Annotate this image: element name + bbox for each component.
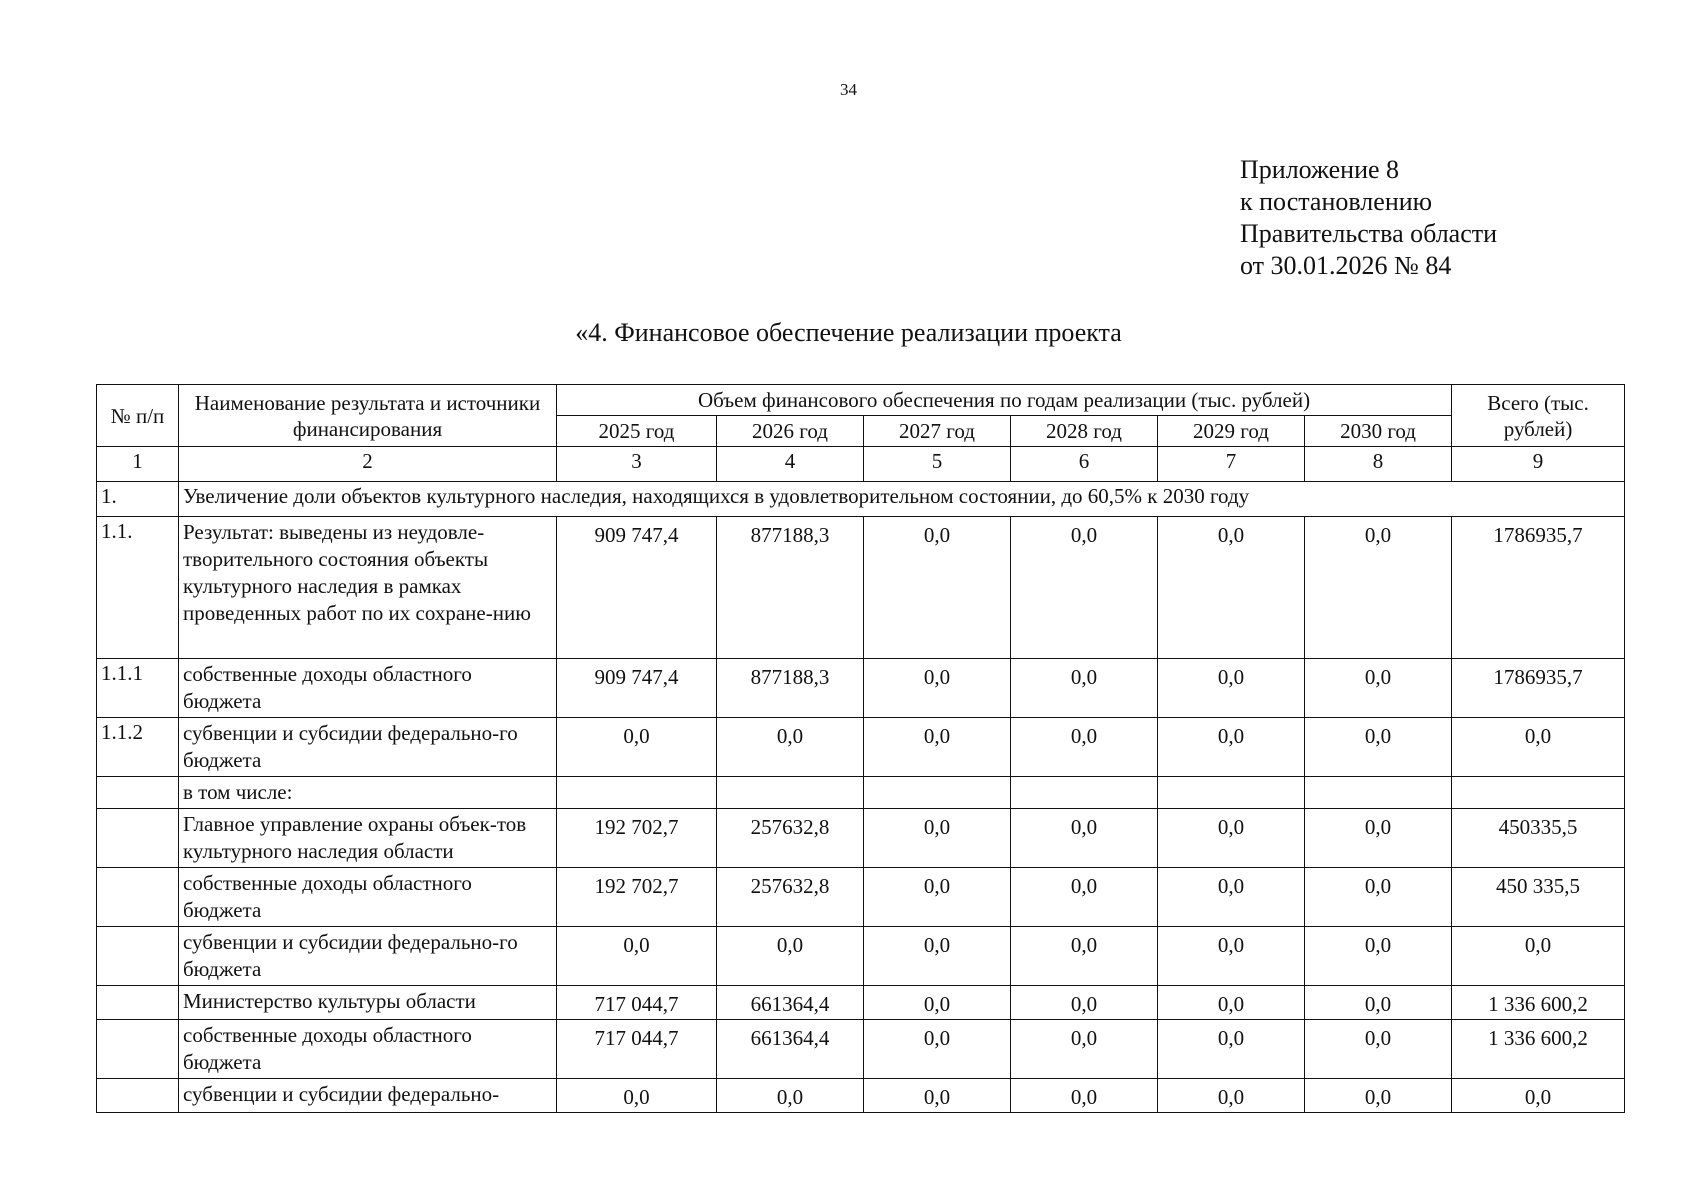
value-2025: 909 747,4 bbox=[557, 517, 717, 659]
row-name: субвенции и субсидии федерально-го бюджета bbox=[179, 927, 557, 986]
row-name: в том числе: bbox=[179, 777, 557, 809]
header-num: № п/п bbox=[97, 385, 179, 447]
value-2025: 192 702,7 bbox=[557, 809, 717, 868]
row-num bbox=[97, 1079, 179, 1113]
value-2026 bbox=[717, 777, 864, 809]
value-2028: 0,0 bbox=[1011, 868, 1158, 927]
value-total: 1 336 600,2 bbox=[1452, 986, 1625, 1020]
value-2027: 0,0 bbox=[864, 809, 1011, 868]
row-name: Результат: выведены из неудовле-творительного состояния объекты культурного наследия в рамках проведенных работ по их сохране-нию bbox=[179, 517, 557, 659]
header-year: 2029 год bbox=[1158, 416, 1305, 447]
value-total: 450335,5 bbox=[1452, 809, 1625, 868]
value-2030: 0,0 bbox=[1305, 718, 1452, 777]
value-2026: 877188,3 bbox=[717, 659, 864, 718]
value-2029: 0,0 bbox=[1158, 868, 1305, 927]
row-num: 1.1. bbox=[97, 517, 179, 659]
row-num bbox=[97, 777, 179, 809]
header-row bbox=[97, 385, 1625, 416]
value-2026: 0,0 bbox=[717, 927, 864, 986]
value-total: 0,0 bbox=[1452, 718, 1625, 777]
column-index: 9 bbox=[1452, 447, 1625, 482]
value-2029 bbox=[1158, 777, 1305, 809]
value-2028: 0,0 bbox=[1011, 718, 1158, 777]
header-year: 2026 год bbox=[717, 416, 864, 447]
appendix-block bbox=[1240, 154, 1497, 282]
header-year: 2030 год bbox=[1305, 416, 1452, 447]
header-year: 2027 год bbox=[864, 416, 1011, 447]
value-2027: 0,0 bbox=[864, 986, 1011, 1020]
value-2027 bbox=[864, 777, 1011, 809]
value-2030: 0,0 bbox=[1305, 868, 1452, 927]
column-index: 4 bbox=[717, 447, 864, 482]
table-row bbox=[97, 1020, 1625, 1079]
row-num bbox=[97, 986, 179, 1020]
value-2030: 0,0 bbox=[1305, 1020, 1452, 1079]
value-2029: 0,0 bbox=[1158, 659, 1305, 718]
value-2029: 0,0 bbox=[1158, 517, 1305, 659]
value-2025: 192 702,7 bbox=[557, 868, 717, 927]
row-num: 1.1.1 bbox=[97, 659, 179, 718]
table-row bbox=[97, 868, 1625, 927]
value-2029: 0,0 bbox=[1158, 718, 1305, 777]
table-row bbox=[97, 777, 1625, 809]
row-name: собственные доходы областного бюджета bbox=[179, 1020, 557, 1079]
value-2026: 661364,4 bbox=[717, 986, 864, 1020]
row-num: 1.1.2 bbox=[97, 718, 179, 777]
appendix-line: Приложение 8 bbox=[1240, 155, 1400, 184]
value-2030: 0,0 bbox=[1305, 517, 1452, 659]
value-2027: 0,0 bbox=[864, 659, 1011, 718]
table-row bbox=[97, 718, 1625, 777]
value-2027: 0,0 bbox=[864, 517, 1011, 659]
value-2029: 0,0 bbox=[1158, 1079, 1305, 1113]
header-total: Всего (тыс. рублей) bbox=[1452, 385, 1625, 447]
value-2029: 0,0 bbox=[1158, 809, 1305, 868]
value-2025: 717 044,7 bbox=[557, 986, 717, 1020]
section-num: 1. bbox=[97, 482, 179, 517]
value-2027: 0,0 bbox=[864, 1079, 1011, 1113]
column-index-row bbox=[97, 447, 1625, 482]
value-total: 0,0 bbox=[1452, 927, 1625, 986]
row-name: собственные доходы областного бюджета bbox=[179, 868, 557, 927]
column-index: 3 bbox=[557, 447, 717, 482]
row-num bbox=[97, 1020, 179, 1079]
value-total: 0,0 bbox=[1452, 1079, 1625, 1113]
value-2028: 0,0 bbox=[1011, 927, 1158, 986]
table-row bbox=[97, 809, 1625, 868]
column-index: 1 bbox=[97, 447, 179, 482]
value-2028: 0,0 bbox=[1011, 986, 1158, 1020]
appendix-line: к постановлению bbox=[1240, 187, 1433, 216]
value-2029: 0,0 bbox=[1158, 927, 1305, 986]
value-2028: 0,0 bbox=[1011, 659, 1158, 718]
value-2029: 0,0 bbox=[1158, 1020, 1305, 1079]
value-2025: 717 044,7 bbox=[557, 1020, 717, 1079]
value-2026: 661364,4 bbox=[717, 1020, 864, 1079]
value-2028 bbox=[1011, 777, 1158, 809]
value-2025: 0,0 bbox=[557, 718, 717, 777]
value-2030: 0,0 bbox=[1305, 809, 1452, 868]
header-name: Наименование результата и источники финансирования bbox=[179, 385, 557, 447]
section-row bbox=[97, 482, 1625, 517]
row-name: субвенции и субсидии федерально-го бюджета bbox=[179, 718, 557, 777]
value-2028: 0,0 bbox=[1011, 1020, 1158, 1079]
value-2030: 0,0 bbox=[1305, 659, 1452, 718]
value-2030: 0,0 bbox=[1305, 1079, 1452, 1113]
column-index: 8 bbox=[1305, 447, 1452, 482]
document-title: «4. Финансовое обеспечение реализации проекта bbox=[575, 318, 1122, 347]
value-2027: 0,0 bbox=[864, 718, 1011, 777]
table-row bbox=[97, 1079, 1625, 1113]
value-2025: 0,0 bbox=[557, 1079, 717, 1113]
column-index: 5 bbox=[864, 447, 1011, 482]
value-2028: 0,0 bbox=[1011, 1079, 1158, 1113]
row-name: Министерство культуры области bbox=[179, 986, 557, 1020]
value-2026: 0,0 bbox=[717, 1079, 864, 1113]
value-2030: 0,0 bbox=[1305, 986, 1452, 1020]
value-2028: 0,0 bbox=[1011, 809, 1158, 868]
value-2030: 0,0 bbox=[1305, 927, 1452, 986]
value-2026: 257632,8 bbox=[717, 809, 864, 868]
value-2030 bbox=[1305, 777, 1452, 809]
row-name: собственные доходы областного бюджета bbox=[179, 659, 557, 718]
table-row bbox=[97, 986, 1625, 1020]
value-total: 1 336 600,2 bbox=[1452, 1020, 1625, 1079]
value-2028: 0,0 bbox=[1011, 517, 1158, 659]
row-name: субвенции и субсидии федерально- bbox=[179, 1079, 557, 1113]
row-num bbox=[97, 809, 179, 868]
row-num bbox=[97, 927, 179, 986]
header-volume: Объем финансового обеспечения по годам реализации (тыс. рублей) bbox=[557, 385, 1452, 416]
value-2027: 0,0 bbox=[864, 868, 1011, 927]
value-2025 bbox=[557, 777, 717, 809]
column-index: 7 bbox=[1158, 447, 1305, 482]
value-2025: 909 747,4 bbox=[557, 659, 717, 718]
page-number: 34 bbox=[840, 80, 857, 99]
column-index: 2 bbox=[179, 447, 557, 482]
appendix-line: Правительства области bbox=[1240, 219, 1498, 248]
header-year: 2028 год bbox=[1011, 416, 1158, 447]
table-row bbox=[97, 659, 1625, 718]
value-2026: 257632,8 bbox=[717, 868, 864, 927]
header-year: 2025 год bbox=[557, 416, 717, 447]
value-2027: 0,0 bbox=[864, 1020, 1011, 1079]
value-total bbox=[1452, 777, 1625, 809]
value-total: 450 335,5 bbox=[1452, 868, 1625, 927]
value-total: 1786935,7 bbox=[1452, 659, 1625, 718]
value-2029: 0,0 bbox=[1158, 986, 1305, 1020]
value-2026: 877188,3 bbox=[717, 517, 864, 659]
table-row bbox=[97, 927, 1625, 986]
section-text: Увеличение доли объектов культурного наследия, находящихся в удовлетворительном состоянии, до 60,5% к 2030 году bbox=[179, 482, 1625, 517]
row-num bbox=[97, 868, 179, 927]
value-total: 1786935,7 bbox=[1452, 517, 1625, 659]
value-2025: 0,0 bbox=[557, 927, 717, 986]
financing-table bbox=[96, 384, 1625, 1113]
appendix-line: от 30.01.2026 № 84 bbox=[1240, 251, 1452, 280]
table-row bbox=[97, 517, 1625, 659]
value-2027: 0,0 bbox=[864, 927, 1011, 986]
column-index: 6 bbox=[1011, 447, 1158, 482]
row-name: Главное управление охраны объек-тов культурного наследия области bbox=[179, 809, 557, 868]
value-2026: 0,0 bbox=[717, 718, 864, 777]
